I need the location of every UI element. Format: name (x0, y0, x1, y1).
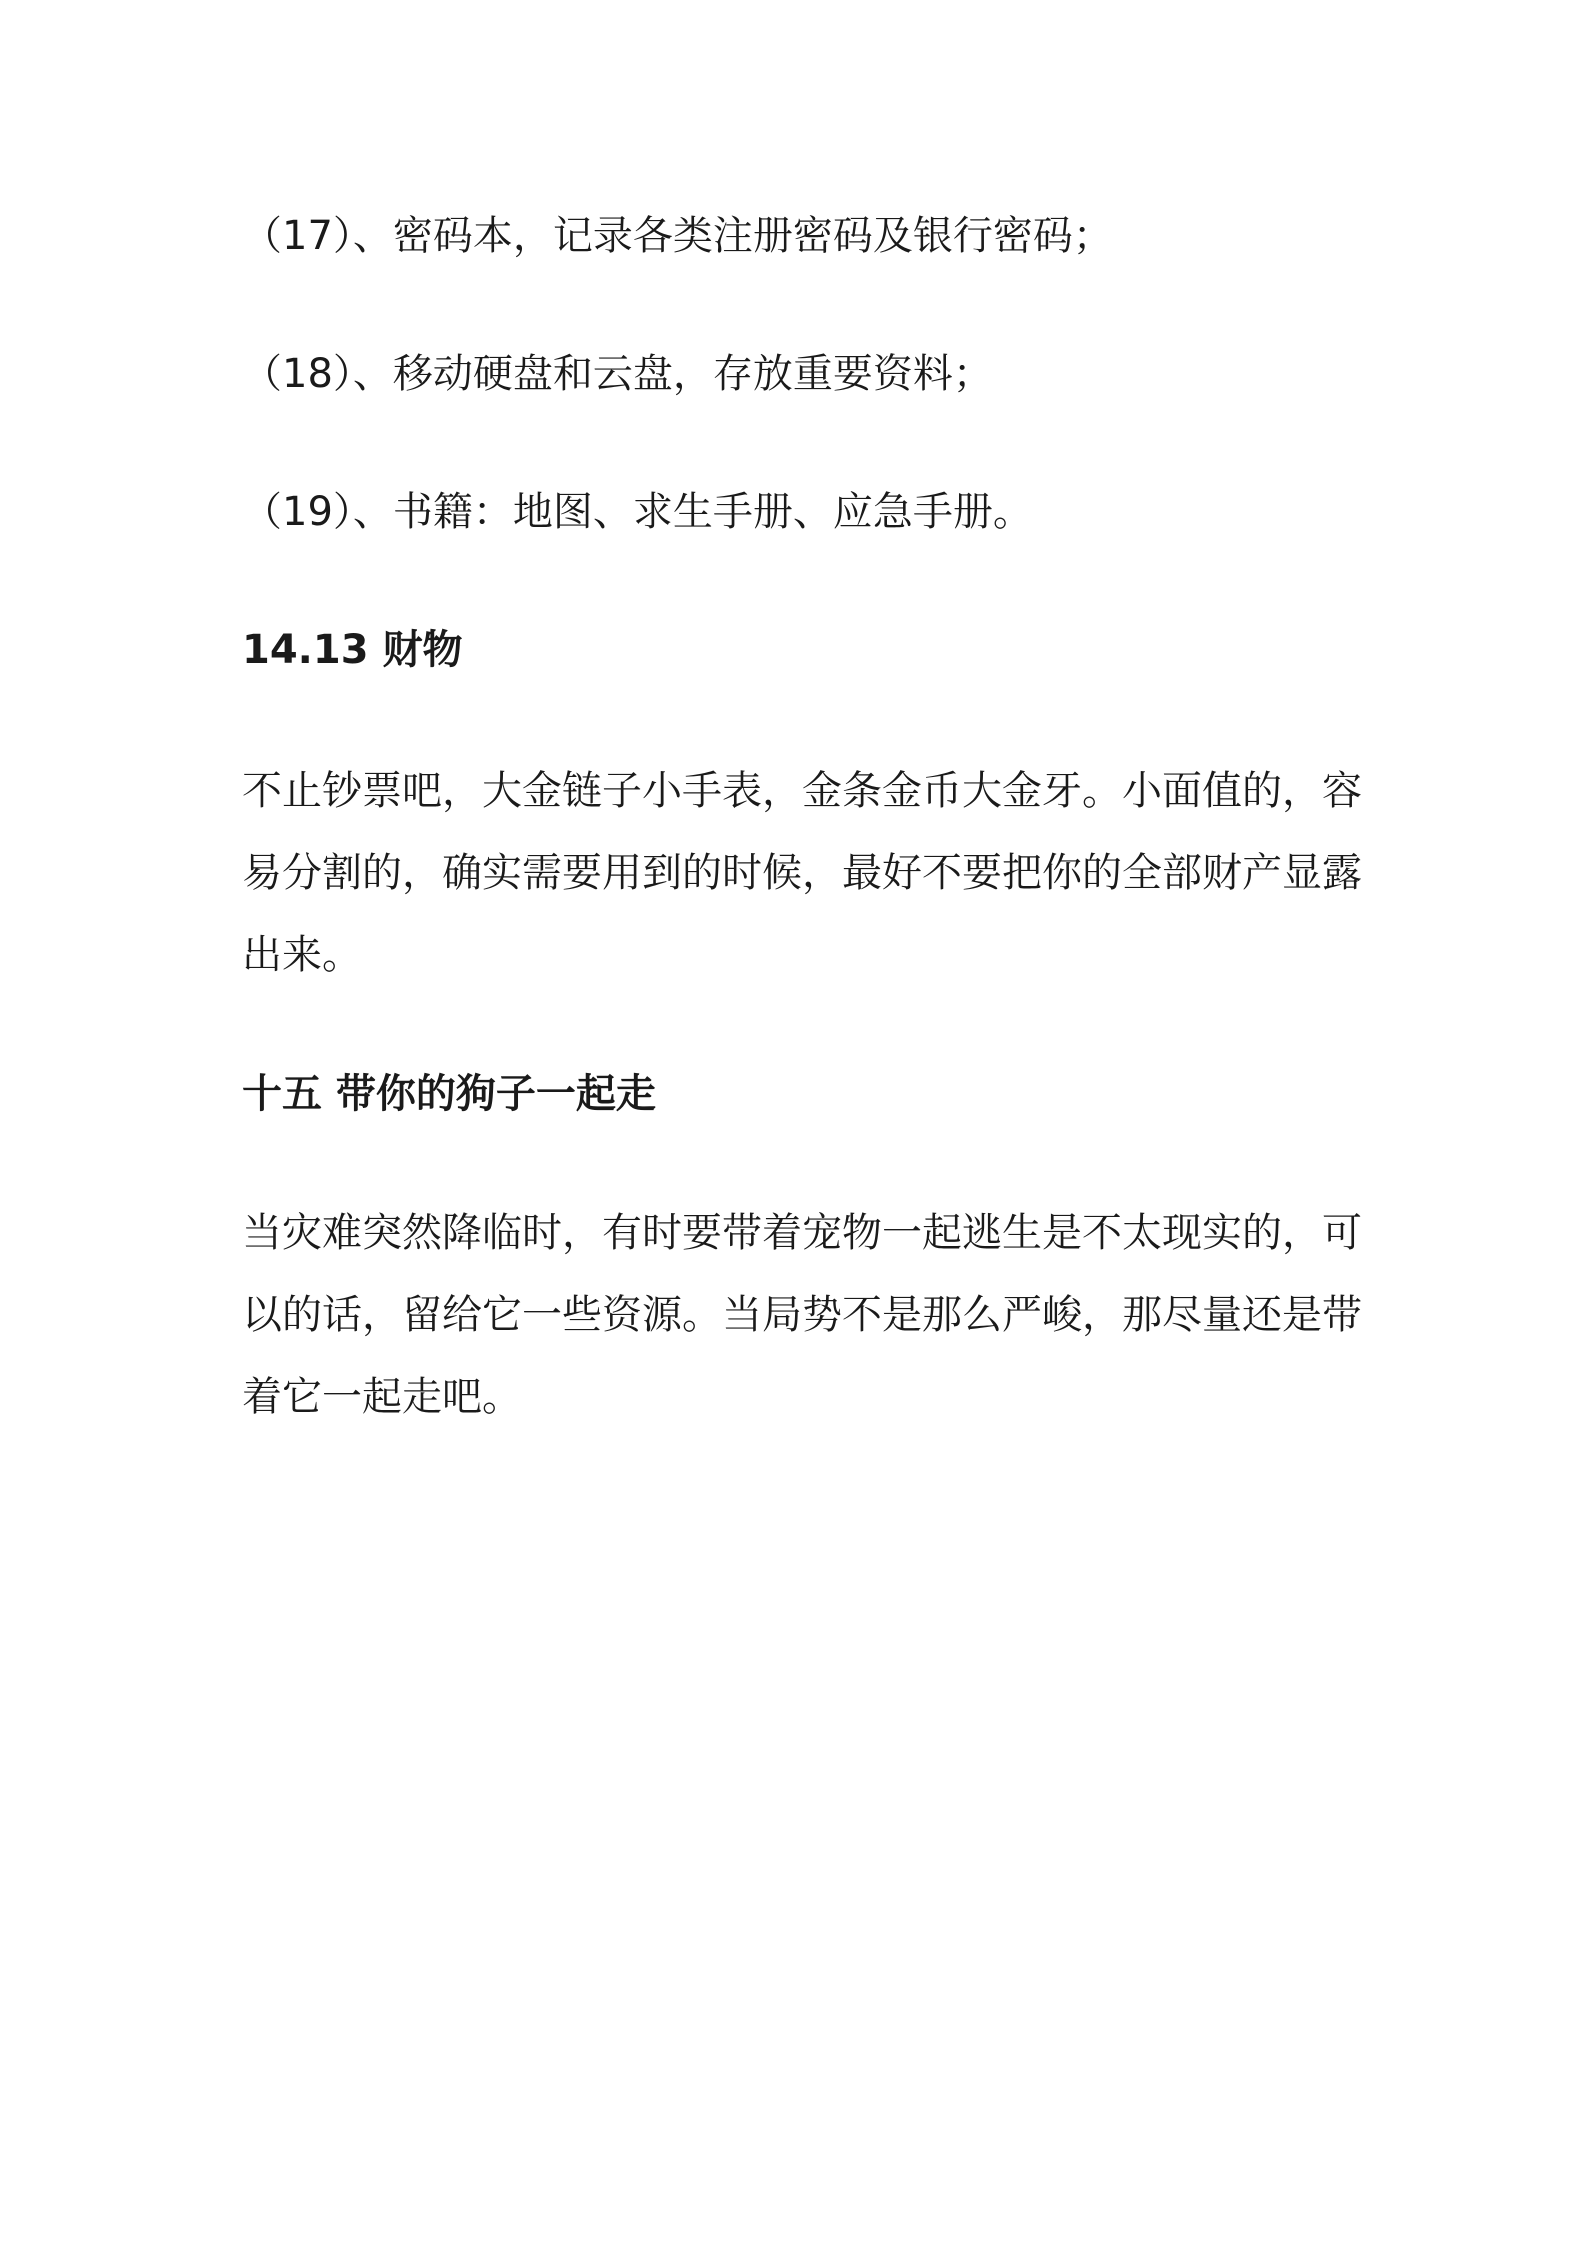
paragraph-line: 出来。 (242, 932, 362, 978)
paragraph-wealth (242, 750, 1362, 996)
paragraph-dog (242, 1192, 1362, 1438)
list-item-17: （17）、密码本，记录各类注册密码及银行密码； (242, 213, 1113, 259)
section-heading-wealth: 14.13 财物 (242, 627, 463, 673)
list-item-19: （19）、书籍：地图、求生手册、应急手册。 (242, 489, 1033, 535)
list-item-18: （18）、移动硬盘和云盘，存放重要资料； (242, 351, 993, 397)
paragraph-line: 当灾难突然降临时，有时要带着宠物一起逃生是不太现实的，可 (242, 1210, 1362, 1256)
section-heading-dog: 十五 带你的狗子一起走 (242, 1071, 656, 1117)
paragraph-line: 着它一起走吧。 (242, 1374, 522, 1420)
paragraph-line: 以的话，留给它一些资源。当局势不是那么严峻，那尽量还是带 (242, 1292, 1362, 1338)
paragraph-line: 不止钞票吧，大金链子小手表，金条金币大金牙。小面值的，容 (242, 768, 1362, 814)
paragraph-line: 易分割的，确实需要用到的时候，最好不要把你的全部财产显露 (242, 850, 1362, 896)
